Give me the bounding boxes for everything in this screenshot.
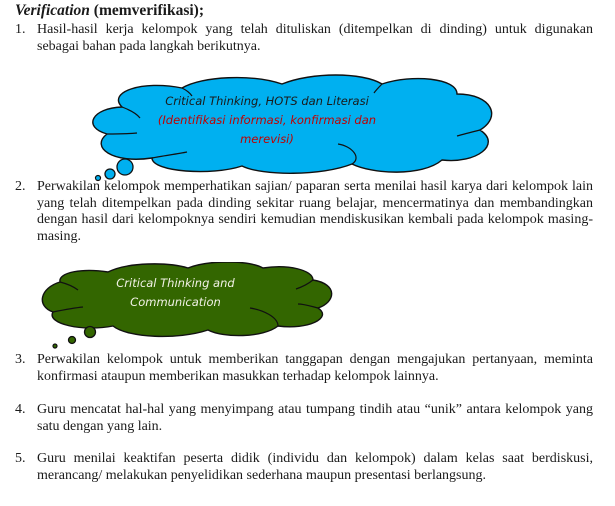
callout-title: Critical Thinking, HOTS dan Literasi xyxy=(165,94,369,108)
item-number: 2. xyxy=(15,179,26,194)
item-text: Guru menilai keaktifan peserta didik (individu dan kelompok) dalam kelas saat berdiskusi, merancang/ melakukan penyelidikan sederhana maupun presentasi berlangsung. xyxy=(37,451,593,483)
list-item xyxy=(15,402,593,435)
list-item xyxy=(15,179,593,245)
heading-gloss: (memverifikasi); xyxy=(89,2,204,19)
heading-term: Verification xyxy=(15,2,90,19)
callout-text xyxy=(142,92,392,149)
callout-subtitle: Communication xyxy=(130,295,221,309)
item-number: 3. xyxy=(15,352,26,367)
callout-cloud-blue xyxy=(82,72,502,187)
section-heading xyxy=(15,2,204,20)
list-item xyxy=(15,352,593,385)
callout-subtitle-cont: merevisi) xyxy=(240,132,294,146)
item-number: 4. xyxy=(15,402,26,417)
list-item xyxy=(15,451,593,484)
item-text: Hasil-hasil kerja kelompok yang telah dituliskan (ditempelkan di dinding) untuk digunakan sebagai bahan pada langkah berikutnya. xyxy=(37,22,593,54)
item-text: Perwakilan kelompok memperhatikan sajian/ paparan serta menilai hasil karya dari kelompok lain yang telah ditempelkan pada dinding sekitar ruang belajar, mencermatinya dan membandingkan dengan hasil dari kelompoknya sendiri kemudian mendiskusikan kembali pada kelompok masing-masing. xyxy=(37,179,593,244)
callout-subtitle: (Identifikasi informasi, konfirmasi dan xyxy=(157,113,377,127)
item-number: 5. xyxy=(15,451,26,466)
item-number: 1. xyxy=(15,22,26,37)
item-text: Guru mencatat hal-hal yang menyimpang atau tumpang tindih atau “unik” antara kelompok yang satu dengan yang lain. xyxy=(37,402,593,434)
callout-title: Critical Thinking and xyxy=(116,276,235,290)
callout-text xyxy=(88,274,263,312)
callout-cloud-green xyxy=(38,262,338,354)
list-item xyxy=(15,22,593,55)
item-text: Perwakilan kelompok untuk memberikan tanggapan dengan mengajukan pertanyaan, meminta konfirmasi ataupun memberikan masukkan terhadap kelompok lainnya. xyxy=(37,352,593,384)
